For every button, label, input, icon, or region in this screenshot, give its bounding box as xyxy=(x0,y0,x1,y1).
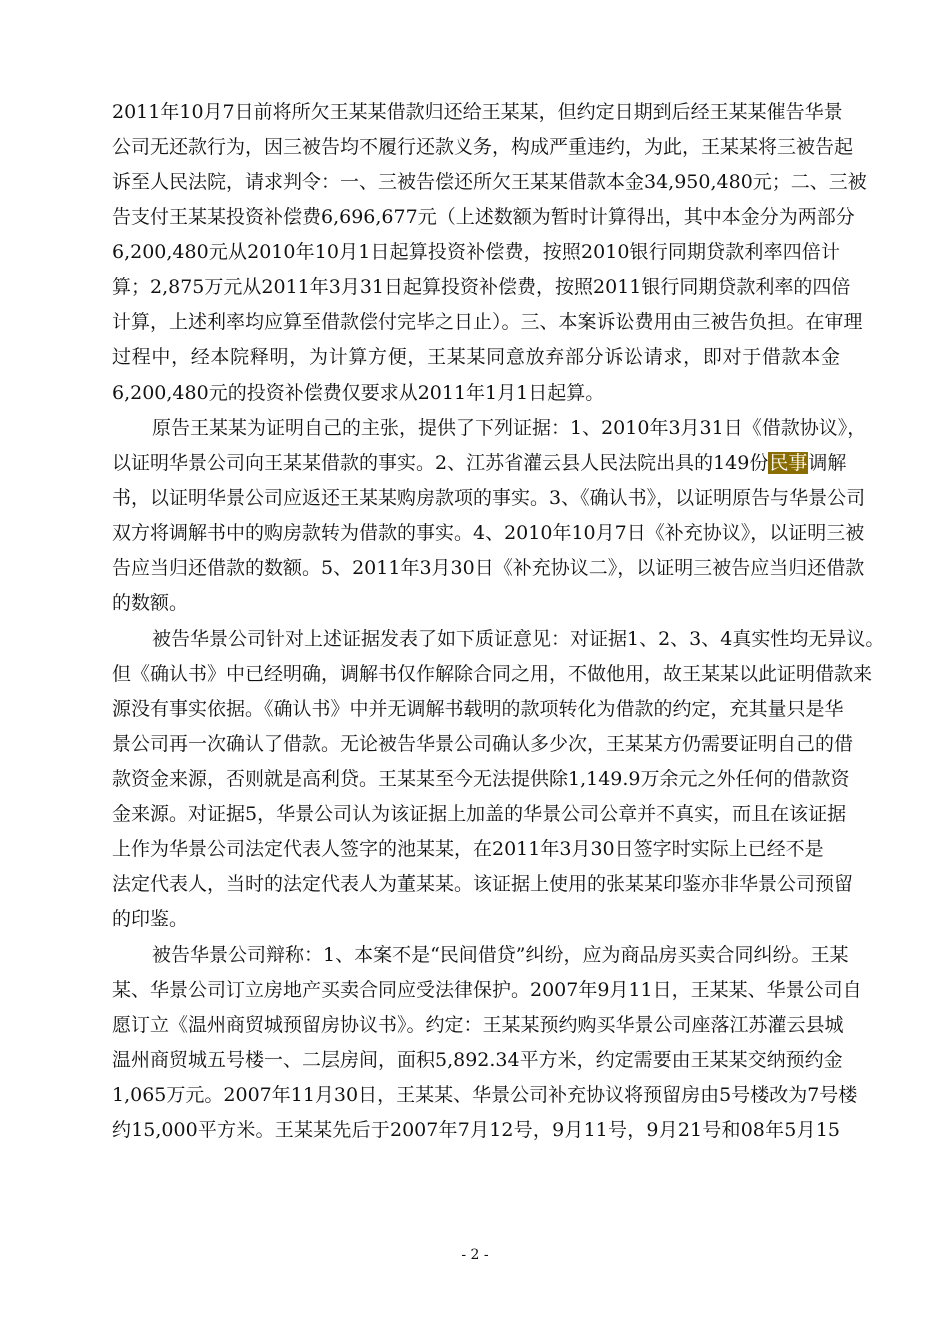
paragraph-1-line-4: 告支付王某某投资补偿费6,696,677元（上述数额为暂时计算得出，其中本金分为两部分 xyxy=(112,206,855,228)
paragraph-1-line-5: 6,200,480元从2010年10月1日起算投资补偿费，按照2010银行同期贷款利率四倍计 xyxy=(112,241,840,263)
paragraph-2-line-4: 双方将调解书中的购房款转为借款的事实。4、2010年10月7日《补充协议》，以证明三被 xyxy=(112,522,865,544)
paragraph-3-line-8: 法定代表人，当时的法定代表人为董某某。该证据上使用的张某某印鉴亦非华景公司预留 xyxy=(112,873,854,895)
paragraph-1-line-9: 6,200,480元的投资补偿费仅要求从2011年1月1日起算。 xyxy=(112,382,605,404)
paragraph-3-line-1: 被告华景公司针对上述证据发表了如下质证意见：对证据1、2、3、4真实性均无异议。 xyxy=(152,628,885,650)
paragraph-3-line-6: 金来源。对证据5，华景公司认为该证据上加盖的华景公司公章并不真实，而且在该证据 xyxy=(112,803,847,825)
paragraph-2-line-5: 告应当归还借款的数额。5、2011年3月30日《补充协议二》，以证明三被告应当归还借款 xyxy=(112,557,865,579)
paragraph-3-line-3: 源没有事实依据。《确认书》中并无调解书载明的款项转化为借款的约定，充其量只是华 xyxy=(112,698,844,720)
page-number: - 2 - xyxy=(461,1247,489,1263)
paragraph-3-line-9: 的印鉴。 xyxy=(112,908,189,930)
paragraph-1-line-7: 计算，上述利率均应算至借款偿付完毕之日止）。三、本案诉讼费用由三被告负担。在审理 xyxy=(112,311,863,333)
paragraph-3-line-2: 但《确认书》中已经明确，调解书仅作解除合同之用，不做他用，故王某某以此证明借款来 xyxy=(112,663,873,685)
paragraph-2-line-6: 的数额。 xyxy=(112,592,189,614)
paragraph-4-line-6: 约15,000平方米。王某某先后于2007年7月12号，9月11号，9月21号和08年5月15 xyxy=(112,1119,840,1141)
paragraph-1-line-1: 2011年10月7日前将所欠王某某借款归还给王某某，但约定日期到后经王某某催告华景 xyxy=(112,101,843,123)
paragraph-4-line-2: 某、华景公司订立房地产买卖合同应受法律保护。2007年9月11日，王某某、华景公司自 xyxy=(112,979,862,1001)
paragraph-1-line-2: 公司无还款行为，因三被告均不履行还款义务，构成严重违约，为此，王某某将三被告起 xyxy=(112,136,854,158)
paragraph-2-line-2 xyxy=(112,450,847,476)
paragraph-2-line-2-text: 以证明华景公司向王某某借款的事实。2、江苏省灌云县人民法院出具的149份 xyxy=(112,452,769,474)
paragraph-1-line-3: 诉至人民法院，请求判令：一、三被告偿还所欠王某某借款本金34,950,480元；二、三被 xyxy=(112,171,867,193)
paragraph-4-line-3: 愿订立《温州商贸城预留房协议书》。约定：王某某预约购买华景公司座落江苏灌云县城 xyxy=(112,1014,844,1036)
paragraph-3-line-4: 景公司再一次确认了借款。无论被告华景公司确认多少次，王某某方仍需要证明自己的借 xyxy=(112,733,854,755)
paragraph-1-line-6: 算；2,875万元从2011年3月31日起算投资补偿费，按照2011银行同期贷款利率的四倍 xyxy=(112,276,851,298)
paragraph-2-line-3: 书，以证明华景公司应返还王某某购房款项的事实。3、《确认书》，以证明原告与华景公司 xyxy=(112,487,866,509)
paragraph-3-line-7: 上作为华景公司法定代表人签字的池某某，在2011年3月30日签字时实际上已经不是 xyxy=(112,838,824,860)
paragraph-4-line-1: 被告华景公司辩称：1、本案不是“民间借贷”纠纷，应为商品房买卖合同纠纷。王某 xyxy=(152,944,849,966)
paragraph-1-line-8: 过程中，经本院释明，为计算方便，王某某同意放弃部分诉讼请求，即对于借款本金 xyxy=(112,346,840,368)
paragraph-2-line-2-tail: 调解 xyxy=(808,452,847,474)
highlighted-text: 民事 xyxy=(769,452,808,474)
paragraph-4-line-5: 1,065万元。2007年11月30日，王某某、华景公司补充协议将预留房由5号楼改为7号楼 xyxy=(112,1084,858,1106)
paragraph-2-line-1: 原告王某某为证明自己的主张，提供了下列证据：1、2010年3月31日《借款协议》， xyxy=(152,417,867,439)
paragraph-3-line-5: 款资金来源，否则就是高利贷。王某某至今无法提供除1,149.9万余元之外任何的借款资 xyxy=(112,768,850,790)
paragraph-4-line-4: 温州商贸城五号楼一、二层房间，面积5,892.34平方米，约定需要由王某某交纳预约金 xyxy=(112,1049,843,1071)
